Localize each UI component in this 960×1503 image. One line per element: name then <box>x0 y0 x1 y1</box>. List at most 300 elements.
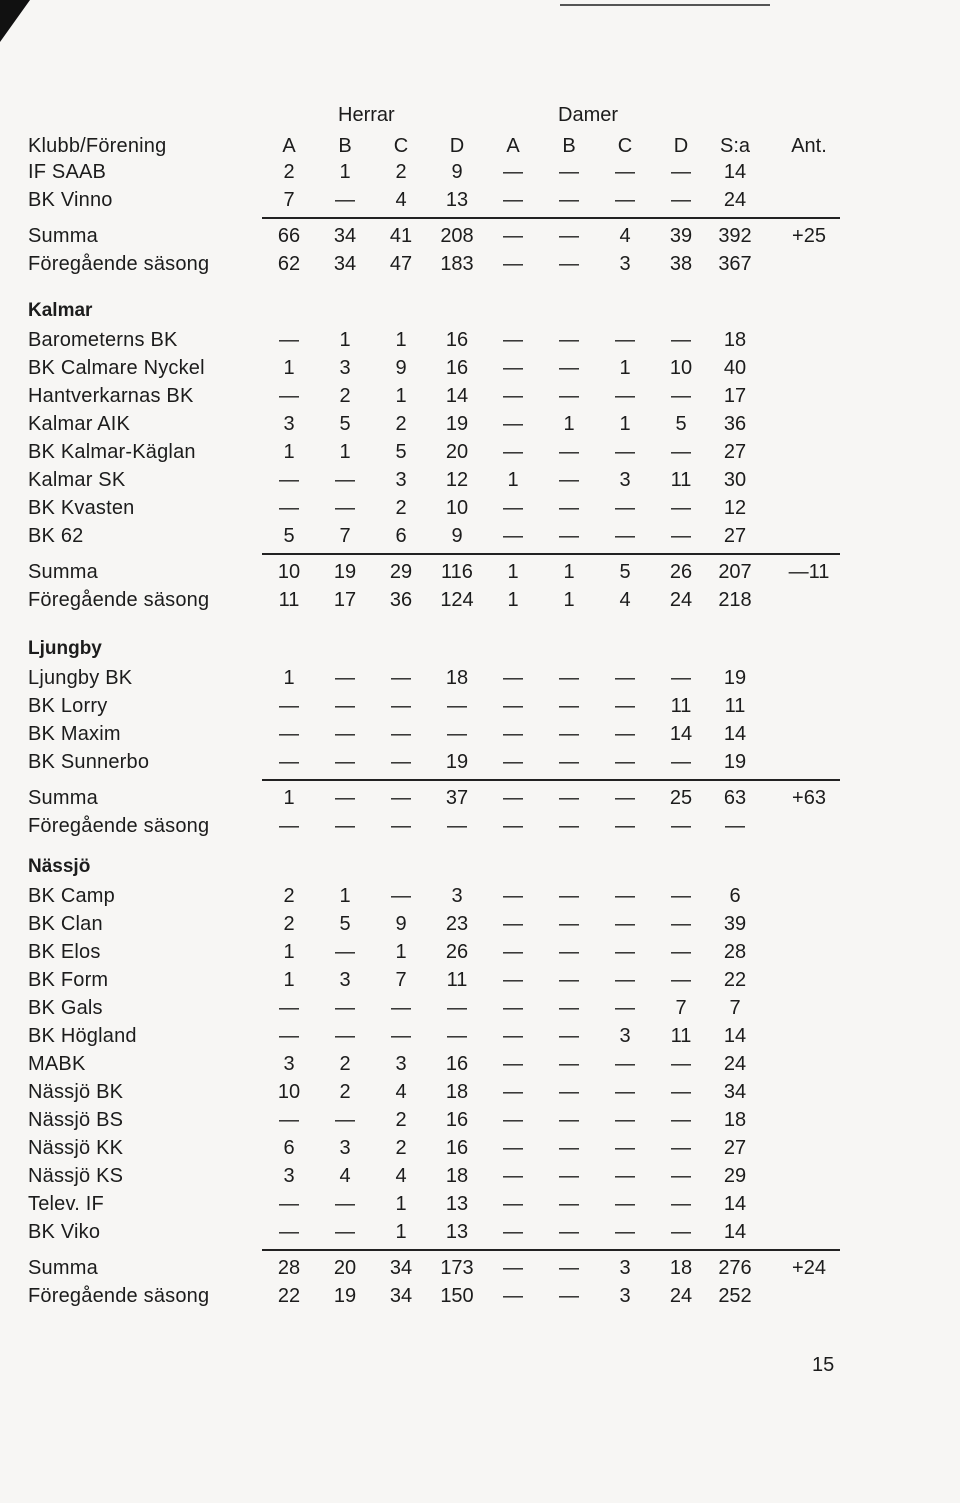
header-col: D <box>449 135 465 157</box>
value-cell: — <box>279 1193 299 1215</box>
value-cell: — <box>559 161 579 183</box>
value-cell: — <box>559 913 579 935</box>
value-cell: 29 <box>723 1165 747 1187</box>
club-name-cell: BK 62 <box>28 525 84 547</box>
table-row <box>0 664 960 692</box>
value-cell: 40 <box>723 357 747 379</box>
value-cell: — <box>391 723 411 745</box>
club-name-cell: Nässjö KS <box>28 1165 124 1187</box>
section-block <box>0 634 960 840</box>
value-cell: — <box>559 1193 579 1215</box>
value-cell: — <box>503 329 523 351</box>
value-cell: 26 <box>669 561 693 583</box>
value-cell: — <box>391 815 411 837</box>
value-cell: — <box>503 723 523 745</box>
value-cell: — <box>559 941 579 963</box>
value-cell: 1 <box>283 969 295 991</box>
value-cell: 25 <box>669 787 693 809</box>
section-block <box>0 852 960 1310</box>
value-cell: — <box>559 695 579 717</box>
value-cell: — <box>391 997 411 1019</box>
value-cell: 5 <box>339 913 351 935</box>
value-cell: 6 <box>729 885 741 907</box>
value-cell: 9 <box>395 913 407 935</box>
value-cell: 6 <box>395 525 407 547</box>
value-cell: — <box>335 189 355 211</box>
value-cell: 19 <box>333 561 357 583</box>
value-cell: — <box>671 815 691 837</box>
value-cell: 1 <box>563 589 575 611</box>
group-herrar: Herrar <box>338 104 395 126</box>
club-name-cell: BK Camp <box>28 885 115 907</box>
page-number: 15 <box>812 1354 835 1376</box>
value-cell: 3 <box>395 1053 407 1075</box>
top-rule <box>560 4 770 6</box>
value-cell: — <box>671 189 691 211</box>
value-cell: 41 <box>389 225 413 247</box>
value-cell: 11 <box>446 969 468 991</box>
value-cell: 4 <box>395 1165 407 1187</box>
value-cell: 1 <box>619 357 631 379</box>
value-cell: 9 <box>451 525 463 547</box>
value-cell: — <box>615 1193 635 1215</box>
value-cell: 7 <box>729 997 741 1019</box>
value-cell: — <box>559 469 579 491</box>
value-cell: 14 <box>445 385 469 407</box>
value-cell: 124 <box>440 589 474 611</box>
value-cell: — <box>503 941 523 963</box>
value-cell: 3 <box>339 969 351 991</box>
value-cell: 14 <box>723 723 747 745</box>
value-cell: 39 <box>669 225 693 247</box>
value-cell: 207 <box>718 561 752 583</box>
table-row <box>0 1050 960 1078</box>
value-cell: 34 <box>389 1285 413 1307</box>
value-cell: 1 <box>395 1193 407 1215</box>
value-cell: — <box>559 1165 579 1187</box>
club-name-cell: Telev. IF <box>28 1193 104 1215</box>
value-cell: — <box>503 885 523 907</box>
value-cell: — <box>615 997 635 1019</box>
value-cell: 2 <box>395 1109 407 1131</box>
value-cell: — <box>503 497 523 519</box>
value-cell: — <box>671 913 691 935</box>
value-cell: 5 <box>395 441 407 463</box>
value-cell: — <box>559 385 579 407</box>
value-cell: — <box>615 667 635 689</box>
section-heading: Nässjö <box>28 856 91 877</box>
section-heading: Ljungby <box>28 638 102 659</box>
value-cell: 22 <box>277 1285 301 1307</box>
value-cell: — <box>615 885 635 907</box>
value-cell: 3 <box>619 1025 631 1047</box>
value-cell: 16 <box>445 1109 469 1131</box>
value-cell: — <box>503 413 523 435</box>
value-cell: 27 <box>723 1137 747 1159</box>
value-cell: 4 <box>395 189 407 211</box>
value-cell: 2 <box>395 413 407 435</box>
value-cell: 18 <box>723 329 747 351</box>
table-row <box>0 1218 960 1246</box>
value-cell: +25 <box>792 225 826 247</box>
value-cell: 4 <box>619 589 631 611</box>
value-cell: 2 <box>395 497 407 519</box>
value-cell: — <box>615 441 635 463</box>
value-cell: — <box>335 1109 355 1131</box>
value-cell: — <box>335 469 355 491</box>
value-cell: — <box>279 329 299 351</box>
value-cell: 17 <box>723 385 747 407</box>
value-cell: 7 <box>395 969 407 991</box>
value-cell: 1 <box>507 561 519 583</box>
value-cell: — <box>615 385 635 407</box>
summa-row <box>0 1254 960 1282</box>
value-cell: 14 <box>723 161 747 183</box>
value-cell: 27 <box>723 441 747 463</box>
value-cell: — <box>391 787 411 809</box>
value-cell: — <box>559 723 579 745</box>
table-row <box>0 1162 960 1190</box>
value-cell: — <box>615 189 635 211</box>
club-name-cell: BK Viko <box>28 1221 101 1243</box>
value-cell: 4 <box>339 1165 351 1187</box>
value-cell: 4 <box>619 225 631 247</box>
value-cell: — <box>615 1081 635 1103</box>
value-cell: — <box>615 695 635 717</box>
value-cell: — <box>615 969 635 991</box>
value-cell: 6 <box>283 1137 295 1159</box>
value-cell: 5 <box>619 561 631 583</box>
value-cell: 66 <box>277 225 301 247</box>
value-cell: 18 <box>445 667 469 689</box>
value-cell: 1 <box>563 413 575 435</box>
value-cell: — <box>559 357 579 379</box>
header-club: Klubb/Förening <box>28 135 167 157</box>
value-cell: — <box>559 253 579 275</box>
value-cell: +63 <box>792 787 826 809</box>
value-cell: — <box>335 1193 355 1215</box>
value-cell: — <box>503 997 523 1019</box>
value-cell: 150 <box>440 1285 474 1307</box>
value-cell: 2 <box>339 385 351 407</box>
value-cell: — <box>671 751 691 773</box>
value-cell: 3 <box>283 413 295 435</box>
value-cell: 24 <box>723 1053 747 1075</box>
value-cell: 1 <box>395 941 407 963</box>
club-name-cell: Kalmar SK <box>28 469 126 491</box>
value-cell: 11 <box>670 695 692 717</box>
table-row <box>0 748 960 776</box>
value-cell: — <box>335 751 355 773</box>
value-cell: — <box>559 1257 579 1279</box>
value-cell: 3 <box>451 885 463 907</box>
value-cell: — <box>615 787 635 809</box>
value-cell: 13 <box>445 1193 469 1215</box>
summa-rule <box>262 553 840 555</box>
value-cell: 3 <box>395 469 407 491</box>
club-name-cell: BK Clan <box>28 913 103 935</box>
value-cell: — <box>503 913 523 935</box>
value-cell: 26 <box>445 941 469 963</box>
table-row <box>0 1078 960 1106</box>
section-heading: Kalmar <box>28 300 93 321</box>
value-cell: — <box>559 787 579 809</box>
club-name-cell: BK Maxim <box>28 723 121 745</box>
value-cell: — <box>335 497 355 519</box>
value-cell: — <box>279 1025 299 1047</box>
value-cell: 28 <box>277 1257 301 1279</box>
value-cell: — <box>503 1137 523 1159</box>
value-cell: — <box>503 969 523 991</box>
value-cell: 1 <box>563 561 575 583</box>
value-cell: 16 <box>445 357 469 379</box>
summa-rule <box>262 779 840 781</box>
value-cell: 1 <box>339 161 351 183</box>
value-cell: — <box>279 385 299 407</box>
value-cell: 13 <box>445 189 469 211</box>
header-col: C <box>617 135 633 157</box>
value-cell: 20 <box>445 441 469 463</box>
section-block <box>0 296 960 614</box>
value-cell: — <box>503 787 523 809</box>
value-cell: — <box>503 1109 523 1131</box>
value-cell: 18 <box>445 1081 469 1103</box>
value-cell: — <box>559 885 579 907</box>
value-cell: — <box>671 1053 691 1075</box>
value-cell: 10 <box>277 561 301 583</box>
value-cell: — <box>335 997 355 1019</box>
value-cell: 38 <box>669 253 693 275</box>
table-row <box>0 966 960 994</box>
value-cell: 34 <box>389 1257 413 1279</box>
club-name-cell: BK Gals <box>28 997 103 1019</box>
value-cell: — <box>503 1053 523 1075</box>
value-cell: — <box>615 1109 635 1131</box>
header-col: B <box>338 135 352 157</box>
value-cell: 1 <box>395 385 407 407</box>
value-cell: 1 <box>619 413 631 435</box>
club-name-cell: Summa <box>28 225 98 247</box>
table-row <box>0 438 960 466</box>
value-cell: 2 <box>283 913 295 935</box>
value-cell: 276 <box>718 1257 752 1279</box>
value-cell: — <box>447 815 467 837</box>
club-name-cell: Föregående säsong <box>28 589 210 611</box>
value-cell: 11 <box>670 1025 692 1047</box>
value-cell: 2 <box>283 885 295 907</box>
table-row <box>0 354 960 382</box>
value-cell: — <box>503 357 523 379</box>
value-cell: — <box>559 1109 579 1131</box>
value-cell: — <box>559 1081 579 1103</box>
value-cell: — <box>559 1137 579 1159</box>
value-cell: — <box>615 815 635 837</box>
value-cell: 7 <box>283 189 295 211</box>
value-cell: — <box>559 1025 579 1047</box>
value-cell: 1 <box>395 329 407 351</box>
value-cell: 9 <box>451 161 463 183</box>
value-cell: 1 <box>283 941 295 963</box>
value-cell: 16 <box>445 1137 469 1159</box>
club-name-cell: Nässjö BK <box>28 1081 124 1103</box>
value-cell: 14 <box>723 1193 747 1215</box>
summa-row <box>0 784 960 812</box>
value-cell: 3 <box>283 1053 295 1075</box>
value-cell: 27 <box>723 525 747 547</box>
table-row <box>0 326 960 354</box>
value-cell: 62 <box>277 253 301 275</box>
value-cell: 1 <box>507 589 519 611</box>
table-row <box>0 1106 960 1134</box>
previous-season-row <box>0 250 960 278</box>
club-name-cell: Ljungby BK <box>28 667 133 689</box>
value-cell: — <box>335 695 355 717</box>
value-cell: — <box>671 1081 691 1103</box>
value-cell: — <box>671 1221 691 1243</box>
club-name-cell: Barometerns BK <box>28 329 178 351</box>
value-cell: — <box>503 1221 523 1243</box>
value-cell: — <box>279 751 299 773</box>
value-cell: 9 <box>395 357 407 379</box>
value-cell: — <box>615 1165 635 1187</box>
value-cell: 47 <box>389 253 413 275</box>
value-cell: 7 <box>675 997 687 1019</box>
value-cell: 34 <box>333 225 357 247</box>
value-cell: — <box>503 1257 523 1279</box>
value-cell: 11 <box>670 469 692 491</box>
value-cell: — <box>503 751 523 773</box>
header-col: D <box>673 135 689 157</box>
value-cell: 10 <box>445 497 469 519</box>
value-cell: — <box>335 723 355 745</box>
value-cell: 14 <box>669 723 693 745</box>
value-cell: — <box>559 815 579 837</box>
value-cell: 18 <box>445 1165 469 1187</box>
value-cell: 19 <box>723 751 747 773</box>
value-cell: — <box>279 723 299 745</box>
value-cell: 5 <box>283 525 295 547</box>
value-cell: — <box>615 723 635 745</box>
value-cell: — <box>503 225 523 247</box>
club-name-cell: BK Kalmar-Käglan <box>28 441 196 463</box>
value-cell: — <box>615 525 635 547</box>
value-cell: — <box>559 441 579 463</box>
summa-rule <box>262 1249 840 1251</box>
value-cell: 22 <box>723 969 747 991</box>
value-cell: — <box>503 1285 523 1307</box>
value-cell: — <box>279 997 299 1019</box>
value-cell: — <box>615 161 635 183</box>
value-cell: — <box>559 667 579 689</box>
value-cell: — <box>447 1025 467 1047</box>
value-cell: — <box>391 667 411 689</box>
value-cell: 28 <box>723 941 747 963</box>
previous-season-row <box>0 1282 960 1310</box>
value-cell: — <box>671 1193 691 1215</box>
value-cell: 3 <box>619 1257 631 1279</box>
table-row <box>0 1190 960 1218</box>
club-name-cell: Nässjö KK <box>28 1137 124 1159</box>
value-cell: —11 <box>788 561 830 583</box>
value-cell: 19 <box>445 413 469 435</box>
value-cell: 252 <box>718 1285 752 1307</box>
club-name-cell: MABK <box>28 1053 86 1075</box>
value-cell: 14 <box>723 1025 747 1047</box>
value-cell: — <box>503 667 523 689</box>
value-cell: — <box>503 525 523 547</box>
value-cell: 3 <box>619 253 631 275</box>
value-cell: 3 <box>619 469 631 491</box>
value-cell: 11 <box>278 589 300 611</box>
value-cell: — <box>391 1025 411 1047</box>
value-cell: 63 <box>723 787 747 809</box>
value-cell: — <box>335 1221 355 1243</box>
value-cell: — <box>391 885 411 907</box>
value-cell: — <box>335 941 355 963</box>
value-cell: 4 <box>395 1081 407 1103</box>
header-col: A <box>506 135 520 157</box>
value-cell: — <box>615 751 635 773</box>
value-cell: — <box>279 695 299 717</box>
club-name-cell: Summa <box>28 787 98 809</box>
value-cell: 1 <box>339 885 351 907</box>
table-row <box>0 186 960 214</box>
value-cell: — <box>559 1221 579 1243</box>
value-cell: — <box>615 1221 635 1243</box>
header-col: C <box>393 135 409 157</box>
value-cell: — <box>279 1109 299 1131</box>
club-name-cell: BK Lorry <box>28 695 108 717</box>
value-cell: 5 <box>339 413 351 435</box>
value-cell: 183 <box>440 253 474 275</box>
table-row <box>0 882 960 910</box>
club-name-cell: BK Calmare Nyckel <box>28 357 205 379</box>
value-cell: 16 <box>445 329 469 351</box>
club-name-cell: Kalmar AIK <box>28 413 131 435</box>
value-cell: 24 <box>669 589 693 611</box>
value-cell: — <box>671 441 691 463</box>
club-name-cell: Summa <box>28 1257 98 1279</box>
value-cell: 116 <box>441 561 473 583</box>
column-header-row <box>0 132 960 160</box>
value-cell: — <box>279 1221 299 1243</box>
value-cell: — <box>335 815 355 837</box>
value-cell: — <box>615 941 635 963</box>
value-cell: — <box>615 329 635 351</box>
club-name-cell: BK Vinno <box>28 189 113 211</box>
value-cell: 2 <box>395 1137 407 1159</box>
value-cell: — <box>503 695 523 717</box>
summa-rule <box>262 217 840 219</box>
value-cell: — <box>671 667 691 689</box>
value-cell: — <box>615 497 635 519</box>
value-cell: 2 <box>339 1081 351 1103</box>
club-name-cell: Summa <box>28 561 98 583</box>
value-cell: 29 <box>389 561 413 583</box>
value-cell: 11 <box>724 695 746 717</box>
value-cell: 12 <box>445 469 469 491</box>
value-cell: — <box>503 253 523 275</box>
value-cell: — <box>391 751 411 773</box>
value-cell: 19 <box>333 1285 357 1307</box>
header-col: B <box>562 135 576 157</box>
club-name-cell: IF SAAB <box>28 161 107 183</box>
value-cell: 2 <box>283 161 295 183</box>
table-row <box>0 994 960 1022</box>
value-cell: 392 <box>718 225 752 247</box>
value-cell: 1 <box>339 329 351 351</box>
value-cell: — <box>559 751 579 773</box>
